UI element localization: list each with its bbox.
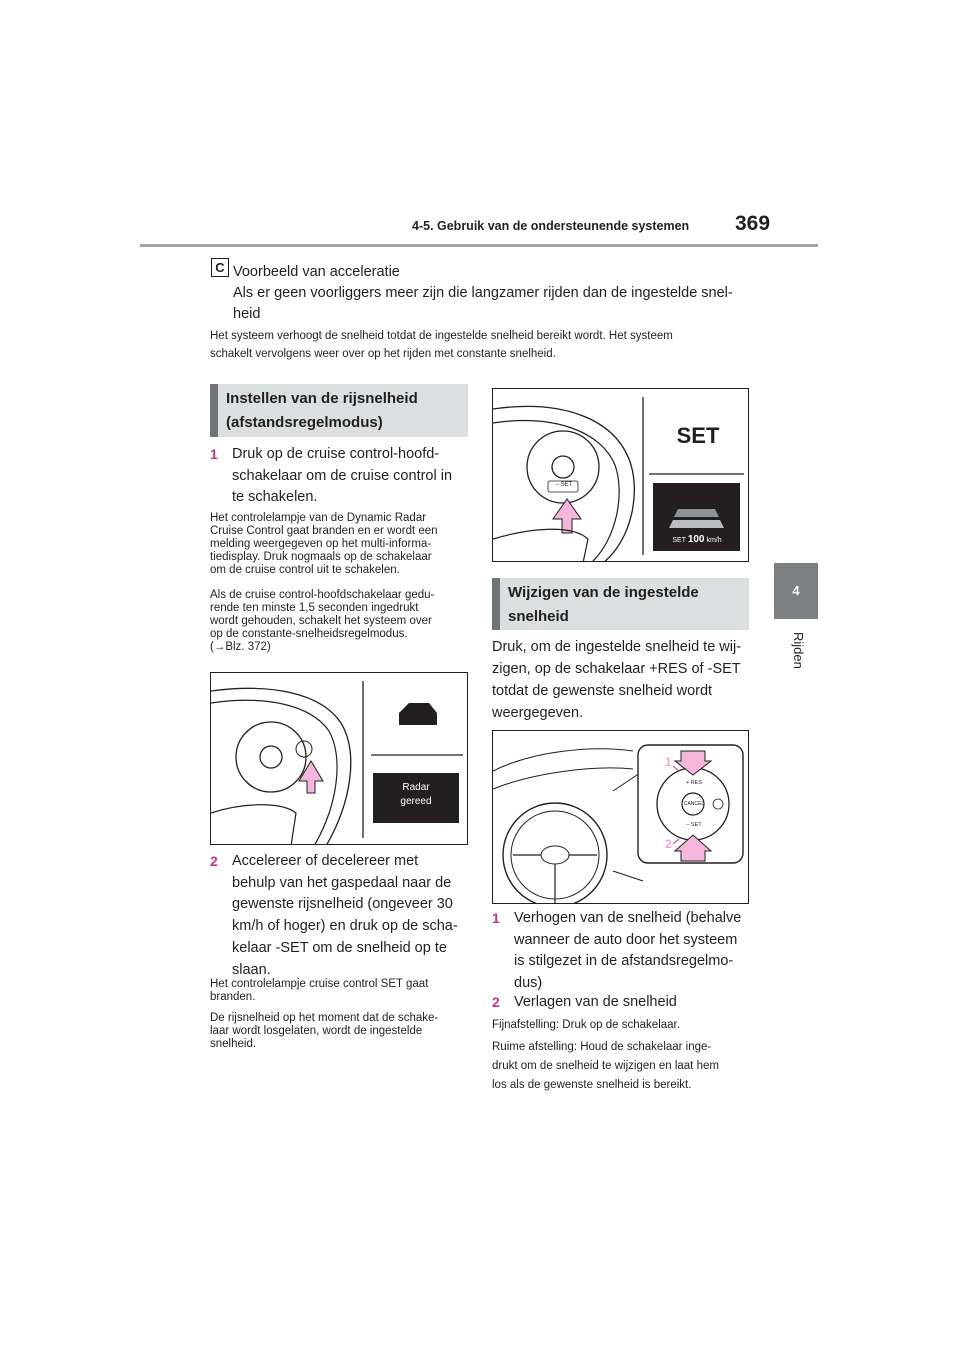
- section-heading-line: snelheid: [508, 608, 569, 625]
- set-button-label: – SET: [555, 482, 573, 488]
- step-number: 1: [210, 446, 218, 462]
- step-1-text: Druk op de cruise control-hoofd- schakelaar om de cruise control in te schakelen.: [232, 446, 453, 505]
- figure-set-switch: [492, 388, 749, 562]
- step-1-note-2: Als de cruise control-hoofdschakelaar gedu- rende ten minste 1,5 seconden ingedrukt wordt gehouden, schakelt het systeem over op de constante-snelheidsregelmodus. (→Blz. 372): [210, 589, 435, 653]
- chapter-tab-label: Rijden: [791, 632, 806, 669]
- cockpit-illustration: [493, 731, 749, 904]
- chapter-title: 4-5. Gebruik van de ondersteunende systemen: [412, 219, 690, 233]
- steering-wheel-illustration: [211, 673, 468, 845]
- item-number: 2: [492, 994, 500, 1010]
- item-2-text: Verlagen van de snelheid: [514, 994, 677, 1010]
- step-2-note-1: Het controlelampje cruise control SET gaat branden.: [210, 978, 429, 1003]
- section-heading-line: (afstandsregelmodus): [226, 414, 383, 431]
- set-indicator-label: SET: [676, 423, 720, 448]
- radar-ready-display: Radar gereed: [400, 782, 432, 807]
- fine-adjust-note: Fijnafstelling: Druk op de schakelaar.: [492, 1019, 680, 1031]
- intro-desc-2: heid: [233, 306, 261, 322]
- figure-res-set-switch: [492, 730, 749, 904]
- section-heading-line: Wijzigen van de ingestelde: [508, 584, 699, 601]
- change-speed-intro: Druk, om de ingestelde snelheid te wij- zigen, op de schakelaar +RES of -SET totdat de gewenste snelheid wordt weergegeven.: [492, 639, 742, 721]
- page-number: 369: [735, 212, 771, 235]
- intro-note-2: schakelt vervolgens weer over op het rijden met constante snelheid.: [210, 348, 556, 360]
- step-2-text: Accelereer of decelereer met behulp van het gaspedaal naar de gewenste rijsnelheid (ongeveer 30 km/h of hoger) en druk op de scha- kelaar -SET om de snelheid op te slaan.: [232, 853, 458, 978]
- callout-1: 1: [665, 755, 672, 769]
- intro-note-1: Het systeem verhoogt de snelheid totdat de ingestelde snelheid bereikt wordt. Het systeem: [210, 330, 673, 342]
- step-1-note-1: Het controlelampje van de Dynamic Radar Cruise Control gaat branden en er wordt een melding weergegeven op het multi-informa- tiedisplay. Druk nogmaals op de schakelaar om de cruise control uit te schakelen.: [210, 512, 438, 576]
- set-button-label: – SET: [686, 822, 702, 828]
- item-number: 1: [492, 910, 500, 926]
- marker-c: C: [211, 258, 229, 277]
- cancel-button-label: CANCEL: [683, 801, 705, 807]
- coarse-adjust-note: Ruime afstelling: Houd de schakelaar inge- drukt om de snelheid te wijzigen en laat hem los als de gewenste snelheid is bereikt.: [492, 1041, 719, 1091]
- chapter-tab: 4: [774, 563, 818, 619]
- set-speed-display: SET 100 km/h: [672, 534, 722, 545]
- intro-title: Voorbeeld van acceleratie: [233, 264, 400, 280]
- intro-desc-1: Als er geen voorliggers meer zijn die langzamer rijden dan de ingestelde snel-: [233, 285, 733, 301]
- section-heading-change-speed: [492, 578, 749, 630]
- step-2-note-2: De rijsnelheid op het moment dat de schake- laar wordt losgelaten, wordt de ingestelde snelheid.: [210, 1012, 439, 1050]
- callout-2: 2: [665, 837, 672, 851]
- radar-cruise-icon: [399, 703, 437, 725]
- section-heading-set-speed: [210, 384, 468, 437]
- section-heading-line: Instellen van de rijsnelheid: [226, 390, 418, 407]
- figure-main-switch: [210, 672, 468, 845]
- step-number: 2: [210, 853, 218, 869]
- item-1-text: Verhogen van de snelheid (behalve wanneer de auto door het systeem is stilgezet in de afstandsregelmo- dus): [514, 910, 742, 991]
- res-button-label: + RES: [685, 780, 703, 786]
- header-rule: [140, 244, 818, 247]
